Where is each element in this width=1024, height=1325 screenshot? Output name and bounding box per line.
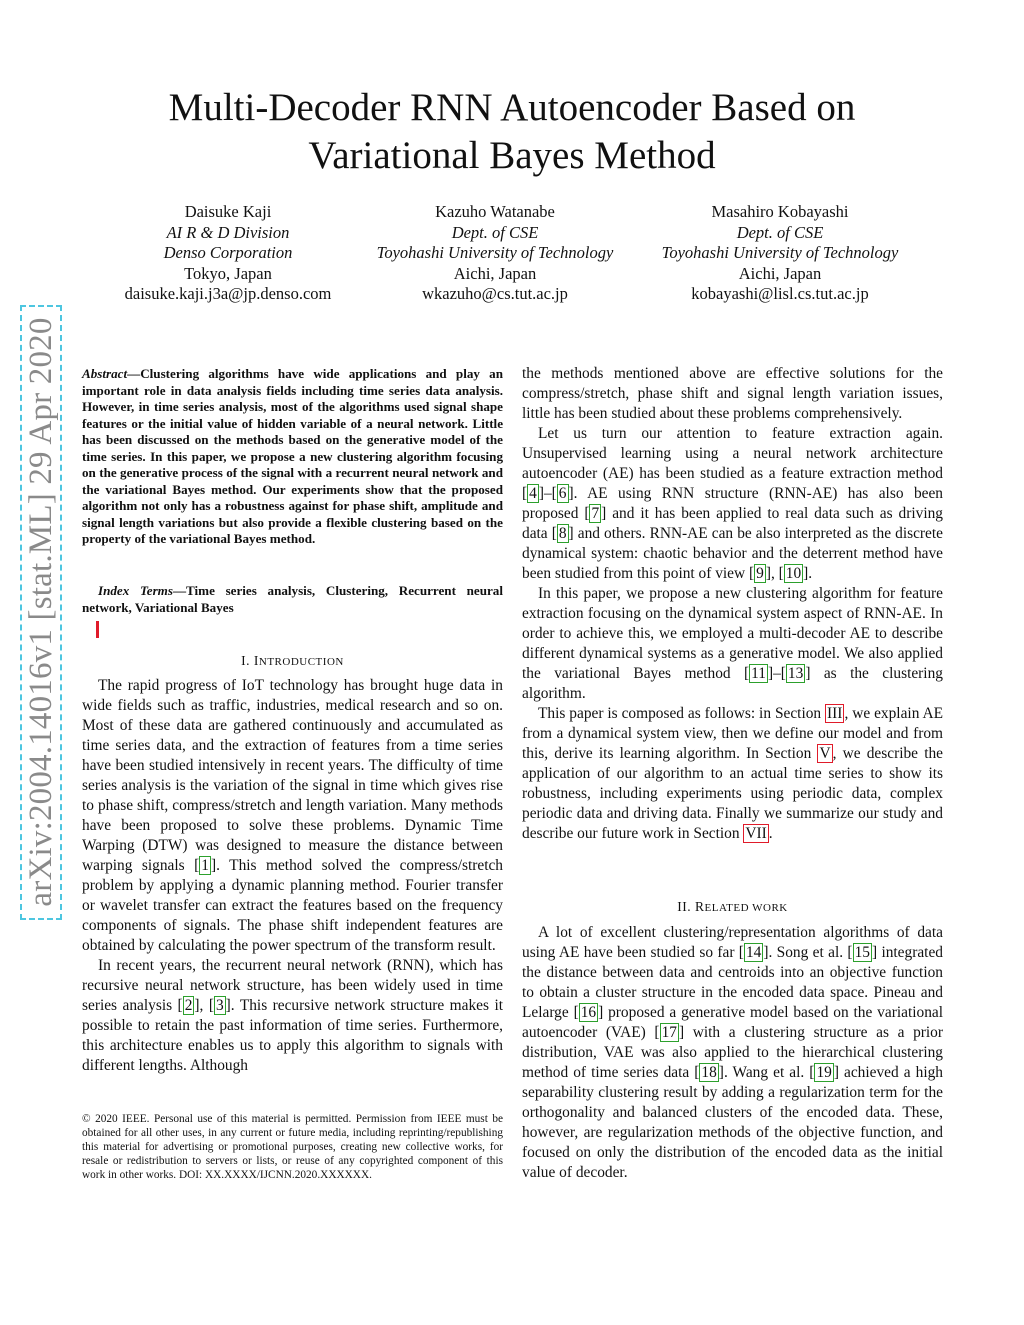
author-location: Aichi, Japan (453, 263, 537, 283)
title-line-2: Variational Bayes Method (308, 134, 716, 177)
arxiv-identifier[interactable]: arXiv:2004.14016v1 [stat.ML] 29 Apr 2020 (23, 317, 59, 907)
paper-title (100, 84, 924, 180)
author-org: Denso Corporation (163, 243, 293, 263)
citation-link[interactable]: 8 (558, 525, 567, 542)
intro-paragraph-2-continued: the methods mentioned above are effective solutions for the compress/stretch, phase shift and signal length variation issues, little has been studied about these problems comprehensively. (522, 365, 943, 422)
index-terms (82, 583, 503, 616)
section-heading-introduction: I. INTRODUCTION (241, 653, 344, 668)
section-link[interactable]: III (827, 705, 843, 722)
citation-link[interactable]: 16 (580, 1004, 597, 1021)
citation-link[interactable]: 9 (756, 565, 764, 582)
citation-link[interactable]: 1 (201, 857, 209, 874)
author-email[interactable]: kobayashi@lisl.cs.tut.ac.jp (691, 284, 869, 304)
author-location: Aichi, Japan (738, 263, 822, 283)
citation-link[interactable]: 10 (785, 565, 802, 582)
title-line-1: Multi-Decoder RNN Autoencoder Based on (168, 86, 856, 129)
citation-link[interactable]: 13 (787, 665, 804, 682)
copyright-notice: © 2020 IEEE. Personal use of this material is permitted. Permission from IEEE must be obtained for all other uses, in any current or future media, including reprinting/republishing this material for advertising or promotional purposes, creating new collective works, for resale or redistribution to servers or lists, or reuse of any copyrighted component of this work in other works. DOI: XX.XXXX/IJCNN.2020.XXXXXX. (82, 1113, 503, 1181)
citation-link[interactable]: 15 (854, 944, 870, 961)
citation-link[interactable]: 17 (661, 1024, 677, 1041)
author-dept: Dept. of CSE (451, 222, 539, 242)
intro-paragraph-4: In this paper, we propose a new clustering algorithm for feature extraction focusing on the dynamical system aspect of RNN-AE. In order to achieve this, we employed a multi-decoder AE to describe different dynamical systems as a generative model. We also applied the variational Bayes method [ 11 ]–[ 13 ] as the clustering algorithm. (522, 585, 943, 702)
section-heading-related-work: II. RELATED WORK (677, 899, 788, 914)
intro-paragraph-5: This paper is composed as follows: in Section III , we explain AE from a dynamical system view, then we define our model and from this, derive its learning algorithm. In Section V , we describe the application of our algorithm to an actual time series to show its robustness, including experiments using periodic data, complex periodic data and driving data. Finally we summarize our study and describe our future work in Section VII . (522, 705, 943, 842)
author-org: Toyohashi University of Technology (661, 243, 899, 263)
related-paragraph-1: A lot of excellent clustering/representation algorithms of data using AE have been studied so far [ 14 ]. Song et al. [ 15 ] integrated the distance between data and centroids into an objective function to obtain a cluster structure in the encoded data space. Pineau and Lelarge [ 16 ] proposed a generative model based on the variational autoencoder (VAE) [ 17 ] with a clustering structure as a prior distribution, VAE was also applied to the hierarchical clustering method of time series data [ 18 ]. Wang et al. [ 19 ] achieved a high separability clustering result by adding a regularization term for the orthogonality and balanced clusters of the encoded data. These, however, are regularization methods of the objective function, and focused on only the distribution of the encoded data as the initial value of decoder. (522, 924, 943, 1181)
intro-paragraph-1: The rapid progress of IoT technology has brought huge data in wide fields such as traffic, industries, medical research and so on. Most of these data are gathered continuously and accumulated as time series data, and the extraction of features from a time series have been studied intensively in recent years. The difficulty of time series analysis is the variation of the signal in time which gives rise to phase shift, compress/stretch and length variation. Many methods have been proposed to solve these problems. Dynamic Time Warping (DTW) was designed to measure the distance between warping signals [ 1 ]. This method solved the compress/stretch problem by applying a dynamic planning method. Fourier transfer or wavelet transfer can extract the features based on the frequency components of signals. The phase shift independent features are obtained by calculating the power spectrum of the transform result. (82, 677, 503, 954)
index-terms-text: —Time series analysis, Clustering, Recurrent neural network, Variational Bayes (82, 583, 503, 615)
citation-link[interactable]: 18 (701, 1064, 717, 1081)
citation-link[interactable]: 7 (591, 505, 600, 522)
author-org: Toyohashi University of Technology (376, 243, 614, 263)
introduction-body (82, 676, 503, 1076)
author-email[interactable]: daisuke.kaji.j3a@jp.denso.com (124, 284, 332, 304)
author-name: Kazuho Watanabe (435, 202, 555, 221)
author-email[interactable]: wkazuho@cs.tut.ac.jp (422, 284, 568, 304)
right-column-body (522, 364, 943, 844)
section-link[interactable]: VII (745, 825, 767, 842)
citation-link[interactable]: 6 (558, 485, 567, 502)
author-block-3 (640, 202, 920, 305)
section-link[interactable]: V (819, 745, 831, 762)
author-dept: AI R & D Division (166, 222, 290, 242)
abstract-label: Abstract (82, 366, 128, 381)
related-work-body (522, 923, 943, 1183)
citation-link[interactable]: 2 (184, 997, 193, 1014)
author-location: Tokyo, Japan (184, 263, 272, 283)
author-name: Daisuke Kaji (184, 202, 272, 221)
author-block-2 (355, 202, 635, 305)
author-name: Masahiro Kobayashi (711, 202, 849, 221)
abstract (82, 366, 503, 548)
citation-link[interactable]: 19 (816, 1064, 832, 1081)
author-dept: Dept. of CSE (736, 222, 824, 242)
intro-paragraph-2: In recent years, the recurrent neural network (RNN), which has recursive neural network structure, has been widely used in time series analysis [ 2 ], [ 3 ]. This recursive network structure makes it possible to retain the past information of time series. Furthermore, this architecture enables us to apply this algorithm to signals with different lengths. Although (82, 957, 503, 1074)
intro-paragraph-3: Let us turn our attention to feature extraction again. Unsupervised learning using a neural network architecture autoencoder (AE) has been studied as a feature extraction method [ 4 ]–[ 6 ]. AE using RNN structure (RNN-AE) has also been proposed [ 7 ] and it has been applied to real data such as driving data [ 8 ] and others. RNN-AE can be also interpreted as the discrete dynamical system: chaotic behavior and the deterrent method have been studied from this point of view [ 9 ], [ 10 ]. (522, 425, 943, 582)
citation-link[interactable]: 4 (529, 485, 537, 502)
citation-link[interactable]: 14 (745, 944, 762, 961)
text-cursor-mark (96, 621, 99, 638)
citation-link[interactable]: 11 (751, 665, 766, 682)
abstract-text: —Clustering algorithms have wide applications and play an important role in data analysis fields including time series data analysis. However, in time series analysis, most of the algorithms used signal shape features or the initial value of hidden variable of a neural network. Little has been discussed on the methods based on the generative model of the time series. In this paper, we propose a new clustering algorithm focusing on the generative process of the signal with a recurrent neural network and the variational Bayes method. Our experiments show that the proposed algorithm not only has a robustness against for phase shift, amplitude and signal length variations but also provide a flexible clustering based on the property of the variational Bayes method. (82, 366, 503, 546)
index-terms-label: Index Terms (98, 583, 173, 598)
author-block-1 (88, 202, 368, 305)
citation-link[interactable]: 3 (215, 997, 224, 1014)
